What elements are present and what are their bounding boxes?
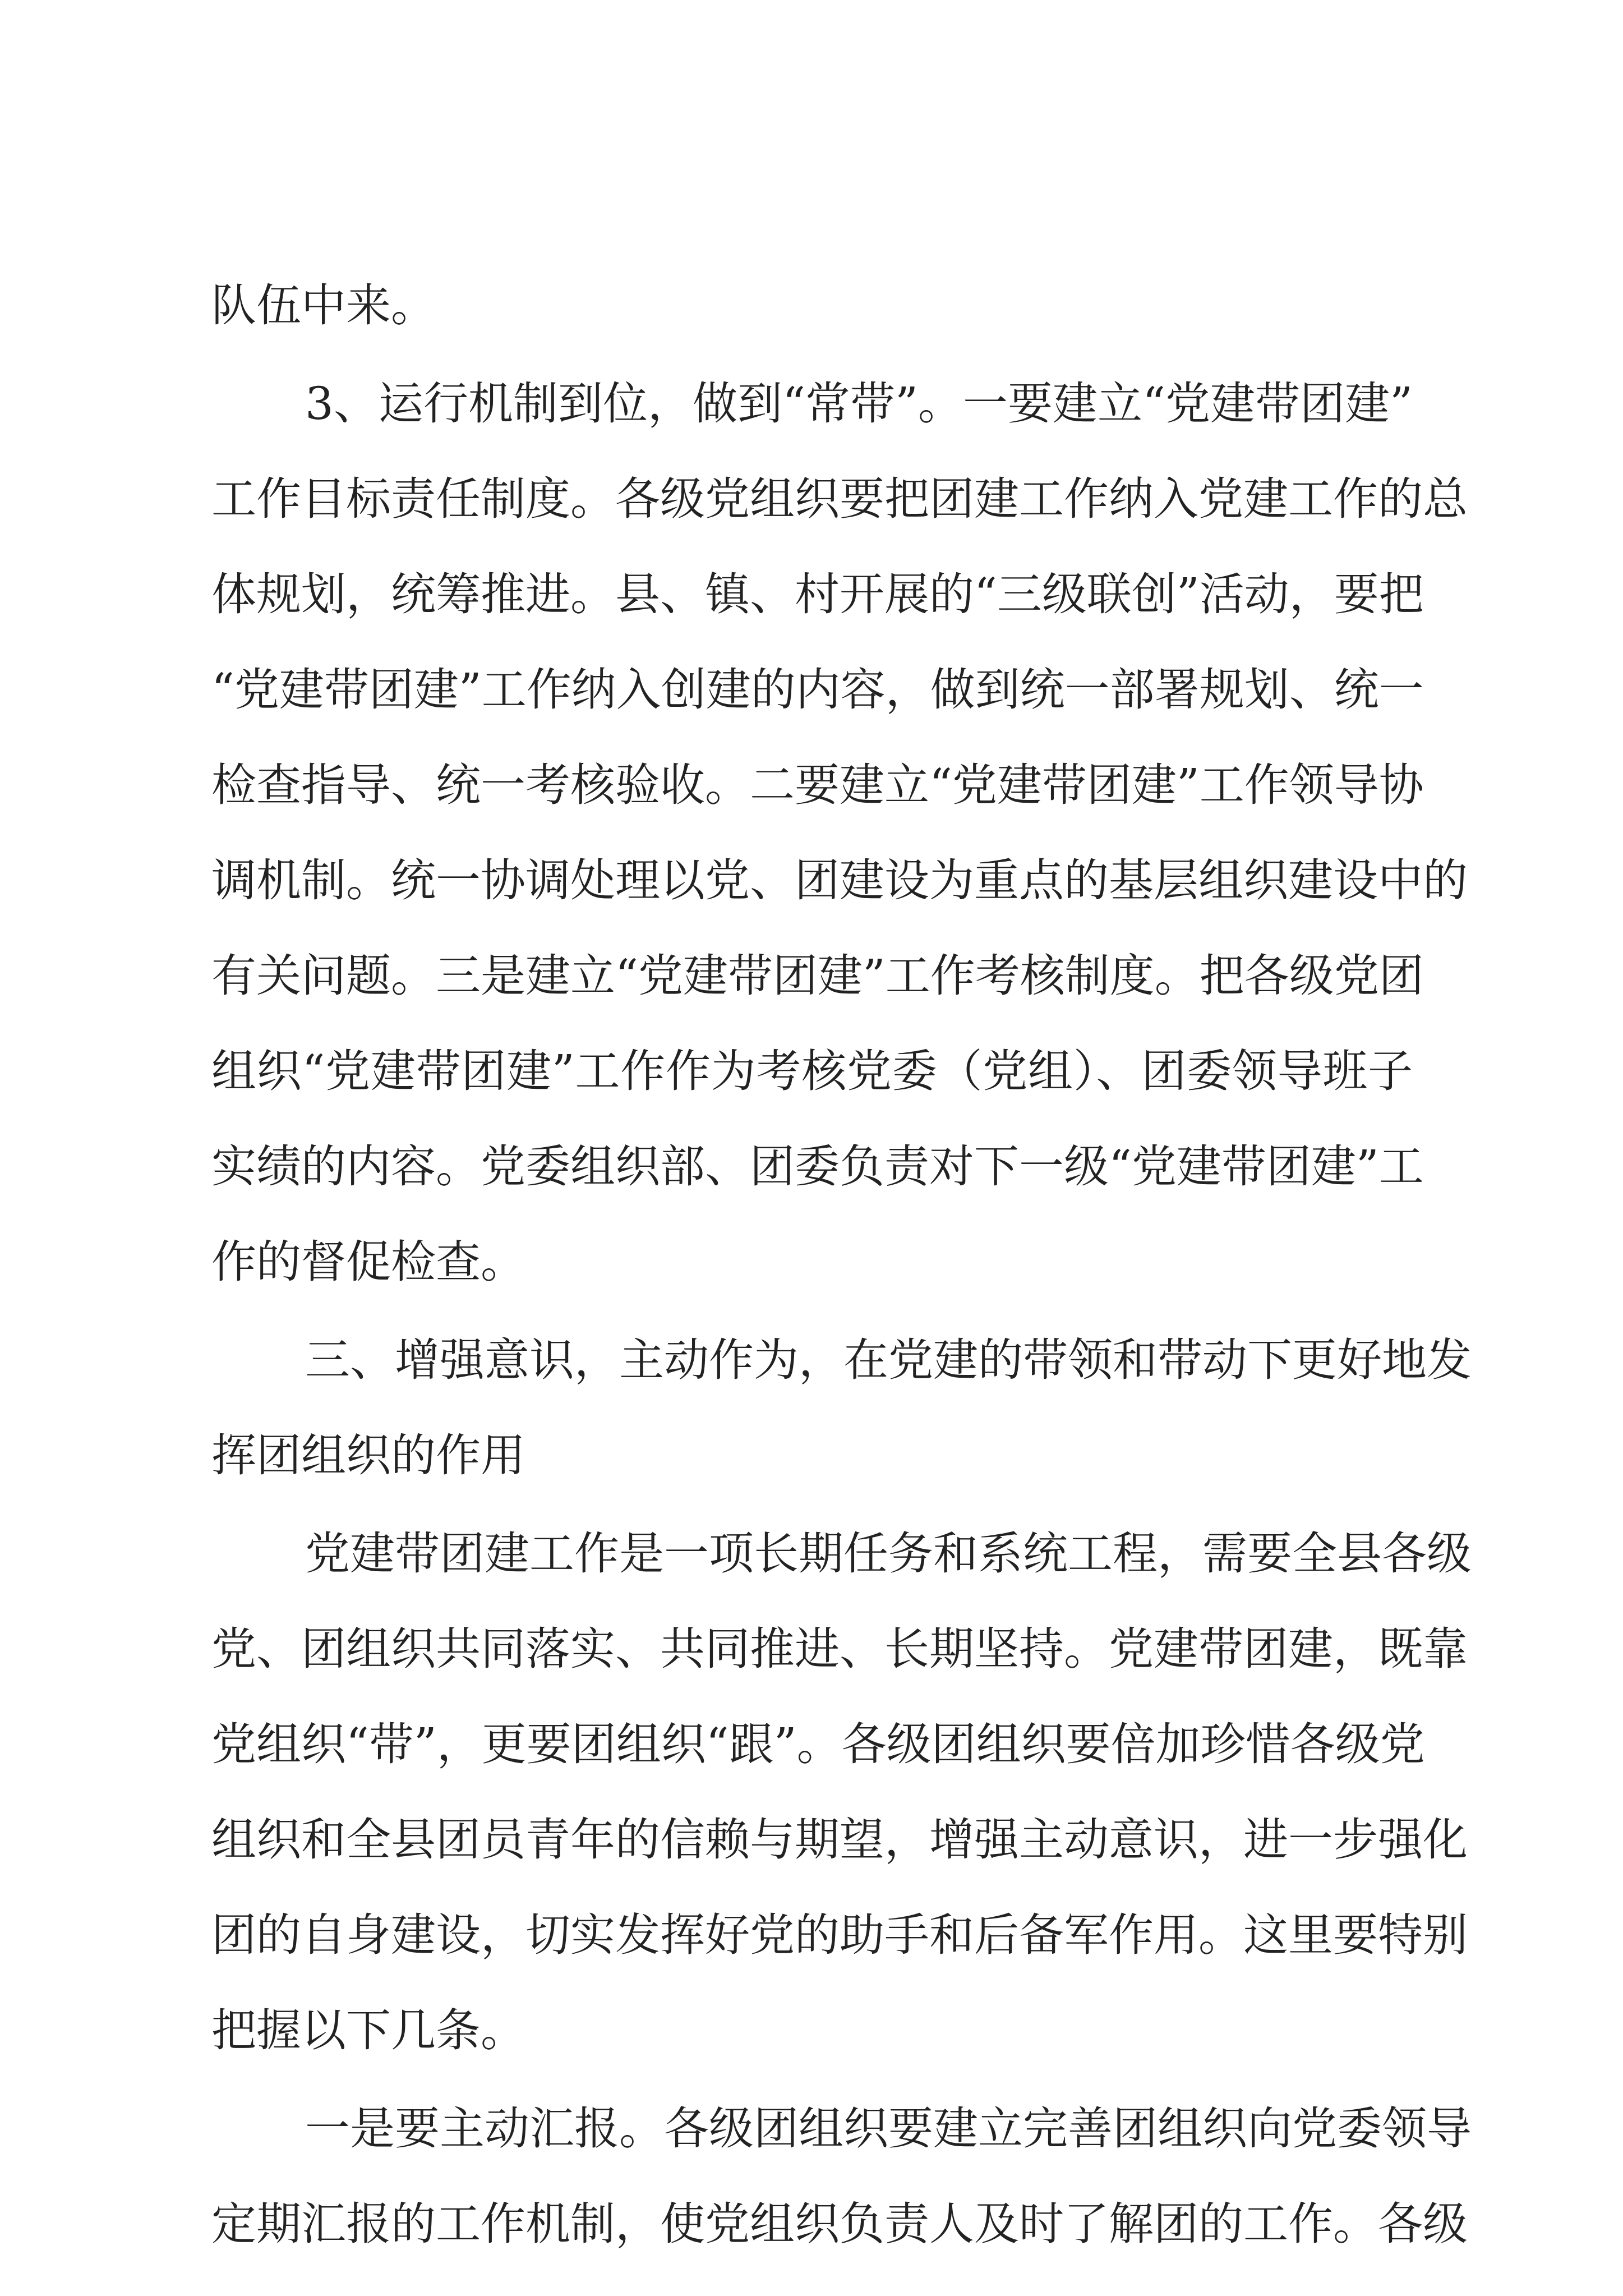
text-line: 一是要主动汇报。各级团组织要建立完善团组织向党委领导 [305, 2102, 1472, 2155]
section-heading-line: 三、增强意识，主动作为，在党建的带领和带动下更好地发 [305, 1334, 1472, 1386]
text-line: 党、团组织共同落实、共同推进、长期坚持。党建带团建，既靠 [211, 1623, 1468, 1675]
text-line: 组织“党建带团建”工作作为考核党委（党组）、团委领导班子 [211, 1045, 1413, 1097]
text-line: 把握以下几条。 [211, 2004, 525, 2056]
section-heading-line: 挥团组织的作用 [211, 1429, 525, 1481]
text-line: “党建带团建”工作纳入创建的内容，做到统一部署规划、统一 [211, 664, 1424, 716]
text-line: 有关问题。三是建立“党建带团建”工作考核制度。把各级党团 [211, 950, 1424, 1002]
text-line: 检查指导、统一考核验收。二要建立“党建带团建”工作领导协 [211, 759, 1424, 811]
text-line: 3、运行机制到位，做到“常带”。一要建立“党建带团建” [305, 378, 1413, 430]
text-line: 党建带团建工作是一项长期任务和系统工程，需要全县各级 [305, 1527, 1472, 1580]
text-line: 组织和全县团员青年的信赖与期望，增强主动意识，进一步强化 [211, 1814, 1468, 1866]
text-line: 团的自身建设，切实发挥好党的助手和后备军作用。这里要特别 [211, 1909, 1468, 1961]
text-line: 调机制。统一协调处理以党、团建设为重点的基层组织建设中的 [211, 854, 1468, 907]
text-line: 体规划，统筹推进。县、镇、村开展的“三级联创”活动，要把 [211, 568, 1424, 620]
text-line: 工作目标责任制度。各级党组织要把团建工作纳入党建工作的总 [211, 473, 1468, 525]
text-line: 党组织“带”，更要团组织“跟”。各级团组织要倍加珍惜各级党 [211, 1718, 1425, 1770]
text-line: 实绩的内容。党委组织部、团委负责对下一级“党建带团建”工 [211, 1140, 1424, 1193]
text-line: 定期汇报的工作机制，使党组织负责人及时了解团的工作。各级 [211, 2198, 1468, 2250]
text-line: 队伍中来。 [211, 279, 436, 332]
text-line: 作的督促检查。 [211, 1236, 525, 1288]
